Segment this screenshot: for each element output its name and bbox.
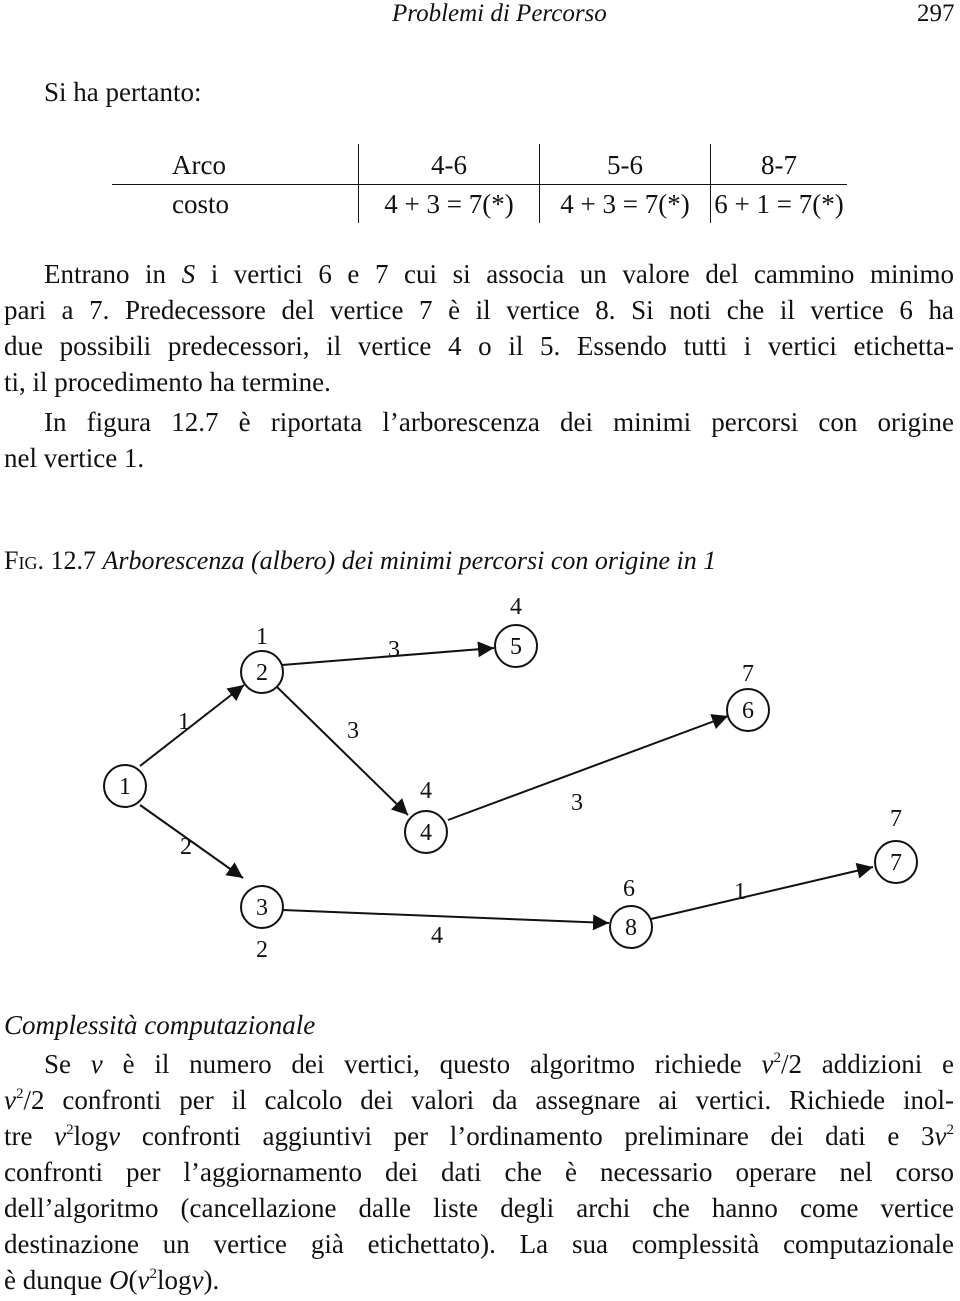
node-label: 4	[510, 594, 522, 620]
arc-cost-table	[112, 144, 847, 223]
row-label-arc: Arco	[112, 144, 359, 185]
shortest-path-tree-diagram	[0, 590, 960, 980]
node-3	[241, 886, 283, 963]
math-var: v	[191, 1265, 204, 1295]
node-5	[495, 594, 537, 667]
node-label: 7	[890, 806, 902, 832]
text-run: è il numero dei vertici, questo algoritmo richiede	[102, 1049, 762, 1079]
text-run: ).	[203, 1265, 220, 1295]
node-id: 1	[119, 774, 131, 800]
math-var: v	[4, 1085, 16, 1115]
paragraph-line: ti, il procedimento ha termine.	[4, 367, 331, 397]
text-run: Entrano in	[44, 259, 182, 289]
paragraph-line	[44, 256, 954, 292]
text-run: /2 addizioni e	[780, 1049, 954, 1079]
edge-weight-1-2: 1	[178, 709, 190, 735]
table-cell-cost: 4 + 3 = 7(*)	[540, 185, 711, 224]
math-exponent: 2	[15, 1086, 24, 1102]
figure-label: Fig.	[4, 546, 44, 575]
node-id: 8	[625, 915, 637, 941]
paragraph-line: è dunque $O(v^2\log v)$.	[4, 1265, 220, 1295]
intro-text: Si ha pertanto:	[44, 77, 202, 107]
node-label: 4	[420, 778, 432, 804]
node-label: 6	[623, 876, 635, 902]
text-run: i vertici 6 e 7 cui si associa un valore del cammino minimo	[195, 259, 954, 289]
running-header-title: Problemi di Percorso	[392, 0, 607, 27]
table-cell-arc: 5-6	[540, 144, 711, 185]
math-exponent: 2	[946, 1122, 954, 1138]
figure-caption	[4, 546, 716, 576]
math-big-o: O	[108, 1265, 129, 1295]
edge-weight-2-4: 3	[347, 718, 359, 744]
table-cell-cost: 6 + 1 = 7(*)	[711, 185, 848, 224]
math-exponent: 2	[773, 1050, 781, 1066]
node-8	[610, 876, 652, 948]
math-var: v	[54, 1121, 67, 1151]
paragraph-line	[4, 1118, 954, 1154]
text-run: tre	[4, 1121, 55, 1151]
table-cell-arc: 8-7	[711, 144, 848, 185]
text-run: /2 confronti per il calcolo dei valori da assegnare ai vertici. Richiede inol-	[23, 1085, 954, 1115]
node-4	[405, 778, 447, 853]
set-symbol: S	[181, 259, 196, 289]
math-exponent: 2	[66, 1122, 74, 1138]
math-var: v	[137, 1265, 150, 1295]
node-2	[241, 624, 283, 693]
text-run: è dunque	[4, 1265, 109, 1295]
node-1	[104, 765, 146, 807]
section-title: Complessità computazionale	[4, 1010, 316, 1040]
node-7	[875, 806, 917, 883]
node-label: 7	[742, 661, 754, 687]
node-label: 2	[256, 937, 268, 963]
paragraph-line	[4, 1082, 954, 1118]
paragraph-line: due possibili predecessori, il vertice 4 o il 5. Essendo tutti i vertici etichetta-	[4, 331, 954, 361]
table-row-costs	[112, 185, 847, 224]
math-log: log	[73, 1121, 109, 1151]
page-number: 297	[917, 0, 955, 27]
edge-weight-1-3: 2	[180, 834, 192, 860]
node-id: 5	[510, 634, 522, 660]
edge-1-2	[140, 685, 244, 766]
paragraph-line: dell’algoritmo (cancellazione dalle liste degli archi che hanno come vertice	[4, 1193, 954, 1223]
edge-2-4	[276, 686, 408, 815]
figure-caption-text: Arborescenza (albero) dei minimi percorsi con origine in 1	[102, 546, 717, 575]
edge-8-7	[651, 867, 873, 919]
node-label: 1	[256, 624, 268, 650]
node-id: 7	[890, 850, 902, 876]
node-6	[727, 661, 769, 731]
node-id: 3	[256, 895, 268, 921]
table-cell-arc: 4-6	[359, 144, 540, 185]
edge-weight-4-6: 3	[571, 790, 583, 816]
edge-weight-3-8: 4	[431, 923, 443, 949]
table-row-arcs	[112, 144, 847, 185]
paragraph-line: confronti per l’aggiornamento dei dati che è necessario operare nel corso	[4, 1157, 954, 1187]
math-var: v	[90, 1049, 103, 1079]
math-log: log	[156, 1265, 192, 1295]
paragraph-line	[44, 1046, 954, 1082]
math-exponent: 2	[149, 1266, 157, 1282]
edge-weight-8-7: 1	[734, 879, 746, 905]
node-id: 4	[420, 820, 432, 846]
row-label-cost: costo	[172, 188, 229, 219]
figure-number: 12.7	[50, 546, 96, 575]
math-var: v	[108, 1121, 121, 1151]
node-id: 2	[256, 660, 268, 686]
node-id: 6	[742, 698, 754, 724]
paragraph-line: destinazione un vertice già etichettato). La sua complessità computazionale	[4, 1229, 954, 1259]
paragraph-line: nel vertice 1.	[4, 443, 145, 473]
text-run: confronti aggiuntivi per l’ordinamento preliminare dei dati e 3	[120, 1121, 935, 1151]
math-var: v	[934, 1121, 947, 1151]
edge-3-8	[283, 910, 609, 923]
paragraph-line: In figura 12.7 è riportata l’arborescenza dei minimi percorsi con origine	[44, 407, 954, 437]
edge-weight-2-5: 3	[388, 637, 400, 663]
table-cell-cost: 4 + 3 = 7(*)	[359, 185, 540, 224]
paragraph-line: pari a 7. Predecessore del vertice 7 è il vertice 8. Si noti che il vertice 6 ha	[4, 295, 954, 325]
edge-4-6	[448, 716, 728, 820]
text-run: Se	[44, 1049, 91, 1079]
math-var: v	[761, 1049, 774, 1079]
